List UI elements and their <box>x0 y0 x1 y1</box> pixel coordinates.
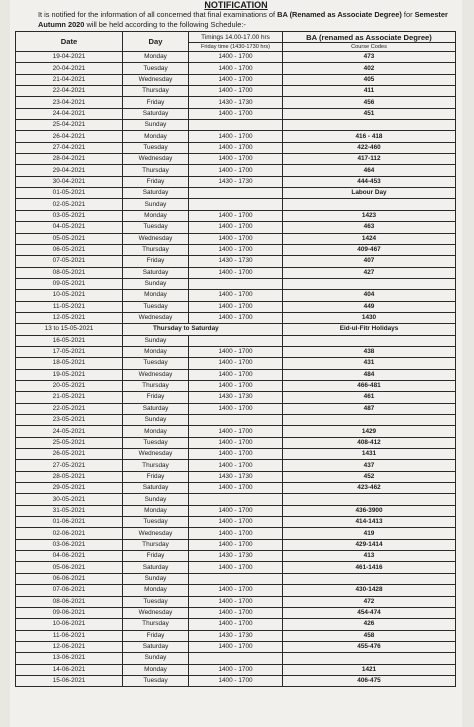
date-cell: 07-06-2021 <box>16 585 123 596</box>
time-cell: 1400 - 1700 <box>189 528 283 539</box>
day-cell: Tuesday <box>123 437 189 448</box>
table-row <box>16 256 456 267</box>
day-cell: Friday <box>123 630 189 641</box>
course-code-cell: 463 <box>283 222 456 233</box>
table-row <box>16 471 456 482</box>
date-cell: 08-05-2021 <box>16 267 123 278</box>
table-row <box>16 437 456 448</box>
time-cell: 1400 - 1700 <box>189 426 283 437</box>
day-cell: Monday <box>123 664 189 675</box>
time-cell: 1400 - 1700 <box>189 585 283 596</box>
date-cell: 19-04-2021 <box>16 52 123 63</box>
table-row <box>16 244 456 255</box>
day-cell: Monday <box>123 210 189 221</box>
time-cell: 1400 - 1700 <box>189 403 283 414</box>
table-row <box>16 346 456 357</box>
time-cell: 1400 - 1700 <box>189 619 283 630</box>
day-cell: Monday <box>123 52 189 63</box>
course-code-cell: 466-481 <box>283 380 456 391</box>
date-cell: 27-05-2021 <box>16 460 123 471</box>
date-cell: 30-04-2021 <box>16 176 123 187</box>
day-cell: Wednesday <box>123 154 189 165</box>
table-row <box>16 335 456 346</box>
table-row <box>16 199 456 210</box>
course-code-cell <box>283 494 456 505</box>
day-cell: Tuesday <box>123 63 189 74</box>
date-cell: 30-05-2021 <box>16 494 123 505</box>
table-row <box>16 392 456 403</box>
table-row <box>16 97 456 108</box>
date-cell: 24-05-2021 <box>16 426 123 437</box>
course-code-cell: 461-1416 <box>283 562 456 573</box>
time-cell: 1400 - 1700 <box>189 244 283 255</box>
course-code-cell: 408-412 <box>283 437 456 448</box>
day-cell: Wednesday <box>123 233 189 244</box>
day-cell: Tuesday <box>123 675 189 686</box>
date-cell: 22-04-2021 <box>16 86 123 97</box>
time-cell: 1400 - 1700 <box>189 52 283 63</box>
course-code-cell: 487 <box>283 403 456 414</box>
time-cell: 1400 - 1700 <box>189 607 283 618</box>
table-row <box>16 551 456 562</box>
table-row <box>16 460 456 471</box>
table-row <box>16 108 456 119</box>
day-cell: Monday <box>123 346 189 357</box>
table-row <box>16 290 456 301</box>
time-cell: 1400 - 1700 <box>189 596 283 607</box>
time-cell: 1400 - 1700 <box>189 222 283 233</box>
day-cell: Friday <box>123 176 189 187</box>
date-cell: 11-05-2021 <box>16 301 123 312</box>
course-code-cell <box>283 653 456 664</box>
date-cell: 05-05-2021 <box>16 233 123 244</box>
time-cell: 1400 - 1700 <box>189 131 283 142</box>
time-cell: 1400 - 1700 <box>189 63 283 74</box>
intro-program: BA (Renamed as Associate Degree) <box>277 10 402 19</box>
date-cell: 07-05-2021 <box>16 256 123 267</box>
date-cell: 13 to 15-05-2021 <box>16 324 123 335</box>
date-cell: 03-05-2021 <box>16 210 123 221</box>
date-cell: 29-04-2021 <box>16 165 123 176</box>
time-cell: 1400 - 1700 <box>189 483 283 494</box>
table-row <box>16 301 456 312</box>
time-cell: 1400 - 1700 <box>189 517 283 528</box>
time-cell: 1400 - 1700 <box>189 437 283 448</box>
day-cell: Friday <box>123 471 189 482</box>
day-cell: Thursday <box>123 619 189 630</box>
time-cell: 1400 - 1700 <box>189 233 283 244</box>
time-cell: 1400 - 1700 <box>189 369 283 380</box>
course-codes-header: Course Codes <box>283 43 456 52</box>
time-cell: 1400 - 1700 <box>189 108 283 119</box>
time-cell: 1400 - 1700 <box>189 301 283 312</box>
course-code-cell: 472 <box>283 596 456 607</box>
course-code-cell: 454-474 <box>283 607 456 618</box>
table-row <box>16 619 456 630</box>
time-cell: 1400 - 1700 <box>189 675 283 686</box>
intro-text-e: will be held according to the following Schedule:- <box>86 20 246 29</box>
date-cell: 23-05-2021 <box>16 415 123 426</box>
date-cell: 18-05-2021 <box>16 358 123 369</box>
page-title: NOTIFICATION <box>204 0 268 10</box>
day-cell: Saturday <box>123 188 189 199</box>
time-cell: 1400 - 1700 <box>189 86 283 97</box>
table-row <box>16 324 456 335</box>
day-cell: Sunday <box>123 415 189 426</box>
course-code-cell: 458 <box>283 630 456 641</box>
day-cell: Friday <box>123 551 189 562</box>
day-range-cell: Thursday to Saturday <box>123 324 283 335</box>
time-cell: 1400 - 1700 <box>189 460 283 471</box>
date-cell: 08-06-2021 <box>16 596 123 607</box>
time-cell: 1430 - 1730 <box>189 392 283 403</box>
day-cell: Sunday <box>123 653 189 664</box>
course-code-cell: 404 <box>283 290 456 301</box>
time-cell <box>189 494 283 505</box>
course-code-cell: 414-1413 <box>283 517 456 528</box>
day-cell: Monday <box>123 505 189 516</box>
course-code-cell: 430-1428 <box>283 585 456 596</box>
course-code-cell: 1421 <box>283 664 456 675</box>
table-row <box>16 165 456 176</box>
course-code-cell: 464 <box>283 165 456 176</box>
date-cell: 06-05-2021 <box>16 244 123 255</box>
time-cell <box>189 278 283 289</box>
table-row <box>16 494 456 505</box>
date-cell: 26-04-2021 <box>16 131 123 142</box>
time-cell: 1400 - 1700 <box>189 449 283 460</box>
date-header: Date <box>16 32 123 52</box>
time-cell: 1430 - 1730 <box>189 97 283 108</box>
table-row <box>16 278 456 289</box>
course-code-cell: 461 <box>283 392 456 403</box>
course-code-cell: 473 <box>283 52 456 63</box>
table-row <box>16 369 456 380</box>
day-cell: Tuesday <box>123 222 189 233</box>
date-cell: 26-05-2021 <box>16 449 123 460</box>
time-cell <box>189 335 283 346</box>
table-row <box>16 52 456 63</box>
table-row <box>16 86 456 97</box>
table-row <box>16 222 456 233</box>
day-cell: Thursday <box>123 539 189 550</box>
day-cell: Tuesday <box>123 301 189 312</box>
date-cell: 03-06-2021 <box>16 539 123 550</box>
course-code-cell: 444-453 <box>283 176 456 187</box>
time-cell: 1430 - 1730 <box>189 256 283 267</box>
course-code-cell: 437 <box>283 460 456 471</box>
time-cell: 1430 - 1730 <box>189 630 283 641</box>
course-code-cell: 455-476 <box>283 641 456 652</box>
course-code-cell: 427 <box>283 267 456 278</box>
time-cell: 1400 - 1700 <box>189 346 283 357</box>
table-row <box>16 630 456 641</box>
course-code-cell: 402 <box>283 63 456 74</box>
date-cell: 17-05-2021 <box>16 346 123 357</box>
table-row <box>16 483 456 494</box>
intro-semester: Semester Autumn 2020 <box>38 10 448 29</box>
course-code-cell: 456 <box>283 97 456 108</box>
date-cell: 11-06-2021 <box>16 630 123 641</box>
day-cell: Saturday <box>123 403 189 414</box>
course-code-cell: 1429 <box>283 426 456 437</box>
time-cell: 1400 - 1700 <box>189 358 283 369</box>
table-row <box>16 573 456 584</box>
course-code-cell: 417-112 <box>283 154 456 165</box>
course-code-cell: 405 <box>283 74 456 85</box>
course-code-cell: 416 - 418 <box>283 131 456 142</box>
day-cell: Saturday <box>123 483 189 494</box>
date-cell: 01-06-2021 <box>16 517 123 528</box>
course-code-cell: 1430 <box>283 312 456 323</box>
table-row <box>16 380 456 391</box>
date-cell: 09-05-2021 <box>16 278 123 289</box>
time-cell: 1400 - 1700 <box>189 562 283 573</box>
time-cell: 1430 - 1730 <box>189 471 283 482</box>
table-row <box>16 267 456 278</box>
date-cell: 20-05-2021 <box>16 380 123 391</box>
time-cell: 1400 - 1700 <box>189 142 283 153</box>
table-row <box>16 585 456 596</box>
day-cell: Sunday <box>123 335 189 346</box>
time-cell: 1400 - 1700 <box>189 380 283 391</box>
table-row <box>16 403 456 414</box>
day-cell: Wednesday <box>123 528 189 539</box>
table-row <box>16 312 456 323</box>
day-cell: Wednesday <box>123 369 189 380</box>
day-cell: Tuesday <box>123 596 189 607</box>
schedule-table <box>15 31 456 687</box>
day-cell: Saturday <box>123 562 189 573</box>
course-code-cell: 436-3900 <box>283 505 456 516</box>
course-code-cell <box>283 278 456 289</box>
date-cell: 25-05-2021 <box>16 437 123 448</box>
course-code-cell: 449 <box>283 301 456 312</box>
time-cell: 1400 - 1700 <box>189 312 283 323</box>
day-cell: Sunday <box>123 573 189 584</box>
date-cell: 16-05-2021 <box>16 335 123 346</box>
date-cell: 28-04-2021 <box>16 154 123 165</box>
table-row <box>16 176 456 187</box>
table-row <box>16 641 456 652</box>
table-row <box>16 120 456 131</box>
course-code-cell: 451 <box>283 108 456 119</box>
date-cell: 02-06-2021 <box>16 528 123 539</box>
table-row <box>16 131 456 142</box>
time-cell: 1400 - 1700 <box>189 539 283 550</box>
table-row <box>16 358 456 369</box>
day-cell: Monday <box>123 585 189 596</box>
friday-time-header: Friday time (1430-1730 hrs) <box>189 43 283 52</box>
table-row <box>16 63 456 74</box>
date-cell: 25-04-2021 <box>16 120 123 131</box>
date-cell: 04-06-2021 <box>16 551 123 562</box>
table-row <box>16 233 456 244</box>
day-cell: Tuesday <box>123 517 189 528</box>
course-code-cell <box>283 199 456 210</box>
date-cell: 19-05-2021 <box>16 369 123 380</box>
time-cell: 1400 - 1700 <box>189 210 283 221</box>
course-code-cell: 429-1414 <box>283 539 456 550</box>
day-cell: Tuesday <box>123 142 189 153</box>
day-cell: Sunday <box>123 199 189 210</box>
time-cell: 1400 - 1700 <box>189 505 283 516</box>
date-cell: 28-05-2021 <box>16 471 123 482</box>
intro-text-a: It is notified for the information of all concerned that final examinations of <box>38 10 276 19</box>
date-cell: 22-05-2021 <box>16 403 123 414</box>
date-cell: 21-04-2021 <box>16 74 123 85</box>
time-cell <box>189 188 283 199</box>
table-row <box>16 517 456 528</box>
table-row <box>16 664 456 675</box>
table-row <box>16 653 456 664</box>
day-cell: Sunday <box>123 120 189 131</box>
date-cell: 01-05-2021 <box>16 188 123 199</box>
date-cell: 23-04-2021 <box>16 97 123 108</box>
day-cell: Monday <box>123 290 189 301</box>
day-cell: Saturday <box>123 108 189 119</box>
table-row <box>16 154 456 165</box>
table-row <box>16 188 456 199</box>
time-cell: 1400 - 1700 <box>189 290 283 301</box>
table-row <box>16 449 456 460</box>
course-code-cell <box>283 120 456 131</box>
time-cell <box>189 573 283 584</box>
day-cell: Monday <box>123 131 189 142</box>
day-cell: Monday <box>123 426 189 437</box>
date-cell: 15-06-2021 <box>16 675 123 686</box>
table-row <box>16 426 456 437</box>
course-code-cell: 411 <box>283 86 456 97</box>
day-cell: Thursday <box>123 460 189 471</box>
date-cell: 21-05-2021 <box>16 392 123 403</box>
table-row <box>16 210 456 221</box>
course-code-cell: 484 <box>283 369 456 380</box>
time-cell: 1400 - 1700 <box>189 641 283 652</box>
date-cell: 05-06-2021 <box>16 562 123 573</box>
day-cell: Thursday <box>123 244 189 255</box>
course-code-cell: 423-462 <box>283 483 456 494</box>
date-cell: 02-05-2021 <box>16 199 123 210</box>
time-cell: 1430 - 1730 <box>189 551 283 562</box>
date-cell: 04-05-2021 <box>16 222 123 233</box>
day-cell: Friday <box>123 256 189 267</box>
day-cell: Wednesday <box>123 607 189 618</box>
day-cell: Wednesday <box>123 312 189 323</box>
course-code-cell <box>283 335 456 346</box>
date-cell: 10-06-2021 <box>16 619 123 630</box>
date-cell: 29-05-2021 <box>16 483 123 494</box>
day-cell: Thursday <box>123 86 189 97</box>
day-cell: Thursday <box>123 165 189 176</box>
date-cell: 24-04-2021 <box>16 108 123 119</box>
date-cell: 12-05-2021 <box>16 312 123 323</box>
day-cell: Saturday <box>123 267 189 278</box>
table-row <box>16 74 456 85</box>
day-cell: Thursday <box>123 380 189 391</box>
day-cell: Wednesday <box>123 74 189 85</box>
table-row <box>16 142 456 153</box>
time-cell <box>189 653 283 664</box>
course-code-cell: 452 <box>283 471 456 482</box>
date-cell: 09-06-2021 <box>16 607 123 618</box>
time-cell: 1400 - 1700 <box>189 664 283 675</box>
date-cell: 14-06-2021 <box>16 664 123 675</box>
day-cell: Sunday <box>123 494 189 505</box>
day-cell: Tuesday <box>123 358 189 369</box>
day-header: Day <box>123 32 189 52</box>
date-cell: 13-06-2021 <box>16 653 123 664</box>
table-row <box>16 505 456 516</box>
time-cell: 1400 - 1700 <box>189 267 283 278</box>
course-code-cell: 419 <box>283 528 456 539</box>
course-code-cell: 409-467 <box>283 244 456 255</box>
table-row <box>16 528 456 539</box>
table-row <box>16 596 456 607</box>
notification-sheet <box>10 0 462 727</box>
time-cell: 1400 - 1700 <box>189 165 283 176</box>
course-code-cell: 406-475 <box>283 675 456 686</box>
day-cell: Saturday <box>123 641 189 652</box>
day-cell: Friday <box>123 392 189 403</box>
course-code-cell: 407 <box>283 256 456 267</box>
course-code-cell: 431 <box>283 358 456 369</box>
course-code-cell: 1424 <box>283 233 456 244</box>
course-code-cell: 438 <box>283 346 456 357</box>
timings-header: Timings 14.00-17.00 hrs <box>189 32 283 43</box>
time-cell: 1430 - 1730 <box>189 176 283 187</box>
intro-text-c: for <box>403 10 413 19</box>
date-cell: 20-04-2021 <box>16 63 123 74</box>
time-cell: 1400 - 1700 <box>189 74 283 85</box>
table-row <box>16 607 456 618</box>
day-cell: Sunday <box>123 278 189 289</box>
table-row <box>16 539 456 550</box>
course-code-cell <box>283 573 456 584</box>
intro-paragraph <box>10 10 462 30</box>
table-row <box>16 562 456 573</box>
day-cell: Friday <box>123 97 189 108</box>
table-row <box>16 675 456 686</box>
date-cell: 27-04-2021 <box>16 142 123 153</box>
course-code-cell: 422-460 <box>283 142 456 153</box>
time-cell: 1400 - 1700 <box>189 154 283 165</box>
date-cell: 12-06-2021 <box>16 641 123 652</box>
time-cell <box>189 120 283 131</box>
date-cell: 06-06-2021 <box>16 573 123 584</box>
holiday-cell: Eid-ul-Fitr Holidays <box>283 324 456 335</box>
course-code-cell: 413 <box>283 551 456 562</box>
course-code-cell: 426 <box>283 619 456 630</box>
course-code-cell <box>283 415 456 426</box>
table-row <box>16 415 456 426</box>
course-code-cell: 1423 <box>283 210 456 221</box>
day-cell: Wednesday <box>123 449 189 460</box>
course-code-cell: 1431 <box>283 449 456 460</box>
program-header: BA (renamed as Associate Degree) <box>283 32 456 43</box>
date-cell: 10-05-2021 <box>16 290 123 301</box>
time-cell <box>189 199 283 210</box>
date-cell: 31-05-2021 <box>16 505 123 516</box>
holiday-cell: Labour Day <box>283 188 456 199</box>
time-cell <box>189 415 283 426</box>
